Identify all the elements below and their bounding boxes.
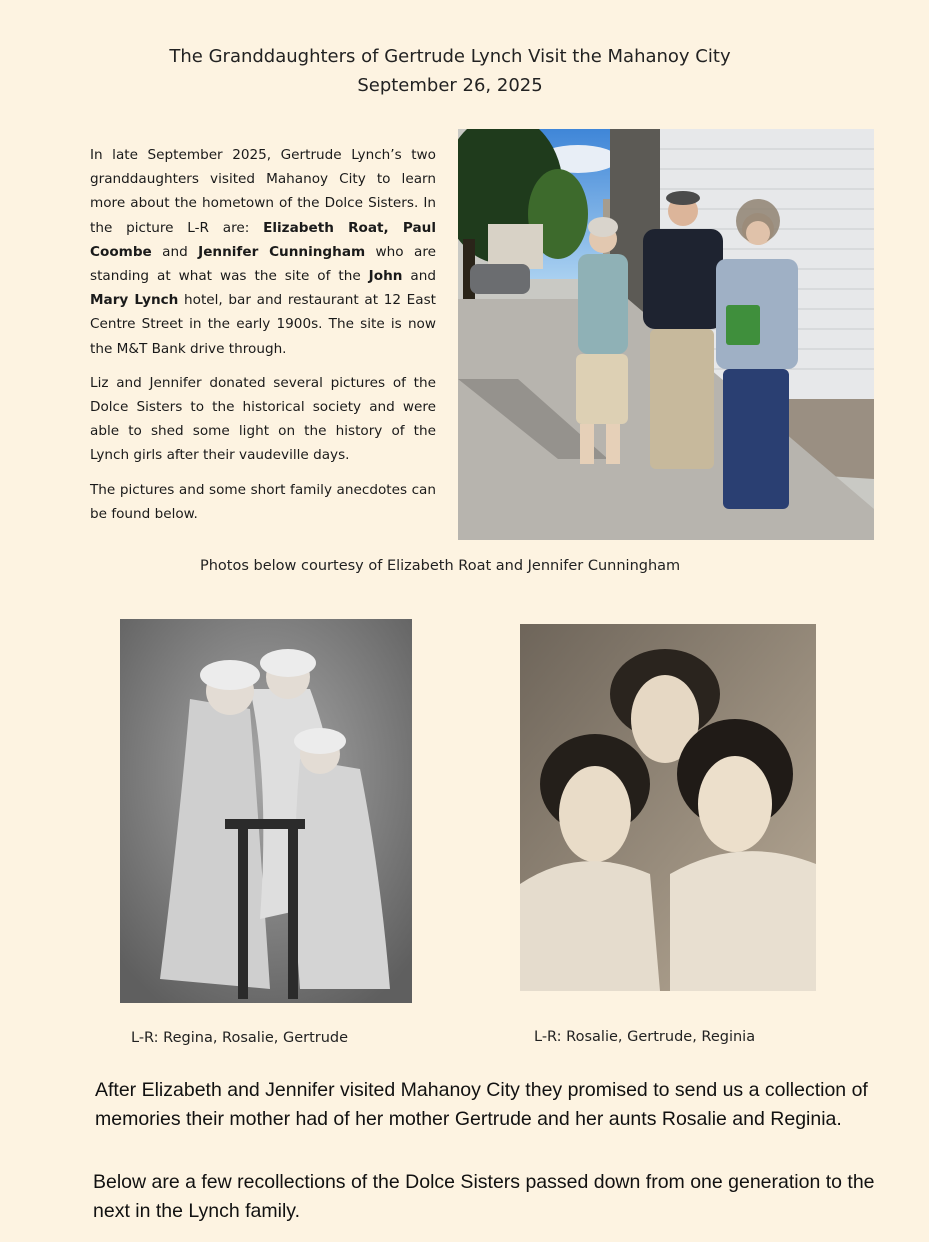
outro-text-1: After Elizabeth and Jennifer visited Mahanoy City they promised to send us a collection of memories their mother had of her mother Gertrude and her aunts Rosalie and Reginia.: [95, 1079, 868, 1130]
title-line-1: The Granddaughters of Gertrude Lynch Visit the Mahanoy City: [169, 46, 731, 67]
vintage-photo-right: [520, 624, 816, 991]
photo-credit: Photos below courtesy of Elizabeth Roat and Jennifer Cunningham: [200, 558, 681, 574]
name-john: John: [368, 268, 403, 285]
intro-paragraph-1: [90, 143, 436, 361]
outro-paragraph-1: [95, 1076, 895, 1134]
intro-paragraph-3: The pictures and some short family anecdotes can be found below.: [90, 481, 436, 522]
name-roat-coombe: Elizabeth Roat, Paul Coombe: [90, 219, 436, 260]
intro-text-b: and: [151, 243, 199, 260]
intro-text-e: hotel, bar and restaurant at 12 East Centre Street in the early 1900s. The site is now the M&T Bank drive through.: [90, 292, 436, 357]
caption-right: L-R: Rosalie, Gertrude, Reginia: [534, 1029, 756, 1045]
intro-text-a: In late September 2025, Gertrude Lynch’s two granddaughters visited Mahanoy City to learn more about the hometown of the Dolce Sisters. In the picture L-R are:: [90, 147, 436, 236]
vintage-photo-left: [120, 619, 412, 1003]
title-date: September 26, 2025: [357, 75, 543, 96]
intro-text: [90, 143, 436, 536]
intro-text-c: who are standing at what was the site of the: [90, 243, 436, 285]
caption-left: L-R: Regina, Rosalie, Gertrude: [131, 1030, 349, 1046]
name-cunningham: Jennifer Cunningham: [198, 243, 366, 260]
intro-paragraph-2: Liz and Jennifer donated several pictures of the Dolce Sisters to the historical society and were able to shed some light on the history of the Lynch girls after their vaudeville days.: [90, 374, 436, 464]
name-mary-lynch: Mary Lynch: [90, 292, 179, 309]
street-photo: [458, 129, 874, 540]
outro-text-2: Below are a few recollections of the Dolce Sisters passed down from one generation to the next in the Lynch family.: [93, 1171, 875, 1222]
page-title: [0, 42, 900, 100]
outro-paragraph-2: [93, 1168, 893, 1226]
intro-text-d: and: [402, 268, 436, 285]
